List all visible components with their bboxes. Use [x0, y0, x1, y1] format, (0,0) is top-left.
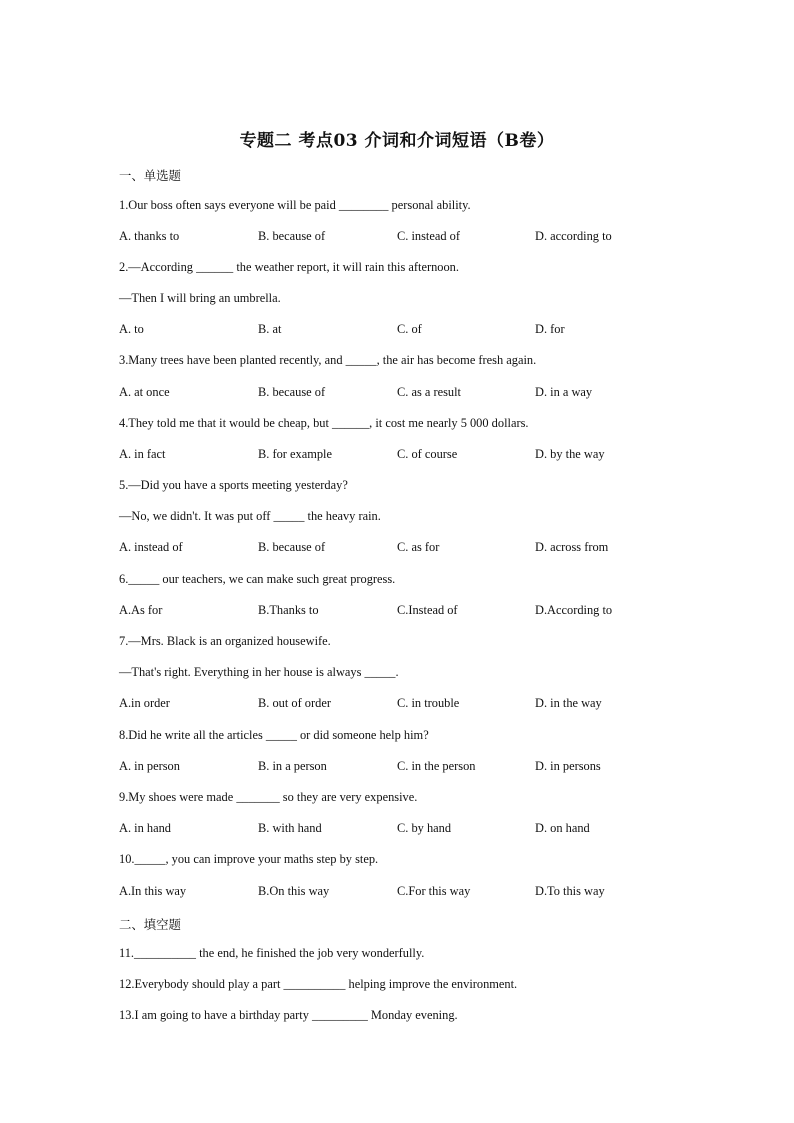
option-b: B.Thanks to [258, 603, 319, 617]
option-d: D. in persons [535, 759, 601, 773]
question-stem: 5.—Did you have a sports meeting yesterday? [119, 478, 348, 492]
option-a: A.As for [119, 603, 163, 617]
option-c: C.Instead of [397, 603, 458, 617]
option-a: A.In this way [119, 884, 187, 898]
option-b: B. because of [258, 540, 326, 554]
fill-question: 13.I am going to have a birthday party _________ Monday evening. [119, 1008, 458, 1022]
option-c: C. by hand [397, 821, 452, 835]
option-c: C. of [397, 322, 422, 336]
question-stem: 8.Did he write all the articles _____ or did someone help him? [119, 728, 429, 742]
option-c: C.For this way [397, 884, 471, 898]
option-b: B. because of [258, 385, 326, 399]
option-b: B. in a person [258, 759, 327, 773]
fill-question: 11.__________ the end, he finished the job very wonderfully. [119, 946, 425, 960]
option-a: A. instead of [119, 540, 183, 554]
option-a: A. in fact [119, 447, 166, 461]
question-stem: 7.—Mrs. Black is an organized housewife. [119, 634, 331, 648]
option-d: D. according to [535, 229, 612, 243]
question-stem: 3.Many trees have been planted recently, and _____, the air has become fresh again. [119, 353, 537, 367]
question-stem: 9.My shoes were made _______ so they are very expensive. [119, 790, 418, 804]
option-c: C. as for [397, 540, 440, 554]
option-c: C. as a result [397, 385, 462, 399]
option-d: D. by the way [535, 447, 605, 461]
section-heading-single-choice: 一、单选题 [119, 168, 181, 183]
question-stem: 1.Our boss often says everyone will be paid ________ personal ability. [119, 198, 471, 212]
fill-question: 12.Everybody should play a part __________ helping improve the environment. [119, 977, 518, 991]
option-d: D. across from [535, 540, 609, 554]
option-a: A. at once [119, 385, 170, 399]
option-a: A. in person [119, 759, 180, 773]
option-b: B. for example [258, 447, 332, 461]
option-d: D.To this way [535, 884, 605, 898]
option-c: C. in trouble [397, 696, 460, 710]
option-a: A. in hand [119, 821, 171, 835]
option-c: C. instead of [397, 229, 460, 243]
option-a: A. thanks to [119, 229, 180, 243]
option-a: A.in order [119, 696, 170, 710]
option-a: A. to [119, 322, 144, 336]
question-stem: —Then I will bring an umbrella. [119, 291, 281, 305]
option-d: D.According to [535, 603, 613, 617]
option-b: B. at [258, 322, 282, 336]
option-c: C. in the person [397, 759, 476, 773]
question-stem: —No, we didn't. It was put off _____ the heavy rain. [119, 509, 381, 523]
option-d: D. on hand [535, 821, 590, 835]
question-stem: 4.They told me that it would be cheap, but ______, it cost me nearly 5 000 dollars. [119, 416, 529, 430]
question-stem: —That's right. Everything in her house is always _____. [119, 665, 399, 679]
option-b: B. because of [258, 229, 326, 243]
section-heading-fill-blank: 二、填空题 [119, 917, 181, 932]
option-d: D. in the way [535, 696, 602, 710]
option-b: B.On this way [258, 884, 330, 898]
option-b: B. out of order [258, 696, 331, 710]
question-stem: 2.—According ______ the weather report, it will rain this afternoon. [119, 260, 459, 274]
question-stem: 10._____, you can improve your maths step by step. [119, 852, 379, 866]
page-title: 专题二 考点03 介词和介词短语（B卷） [239, 131, 555, 151]
option-d: D. for [535, 322, 565, 336]
option-b: B. with hand [258, 821, 322, 835]
question-stem: 6._____ our teachers, we can make such great progress. [119, 572, 396, 586]
option-d: D. in a way [535, 385, 593, 399]
option-c: C. of course [397, 447, 458, 461]
